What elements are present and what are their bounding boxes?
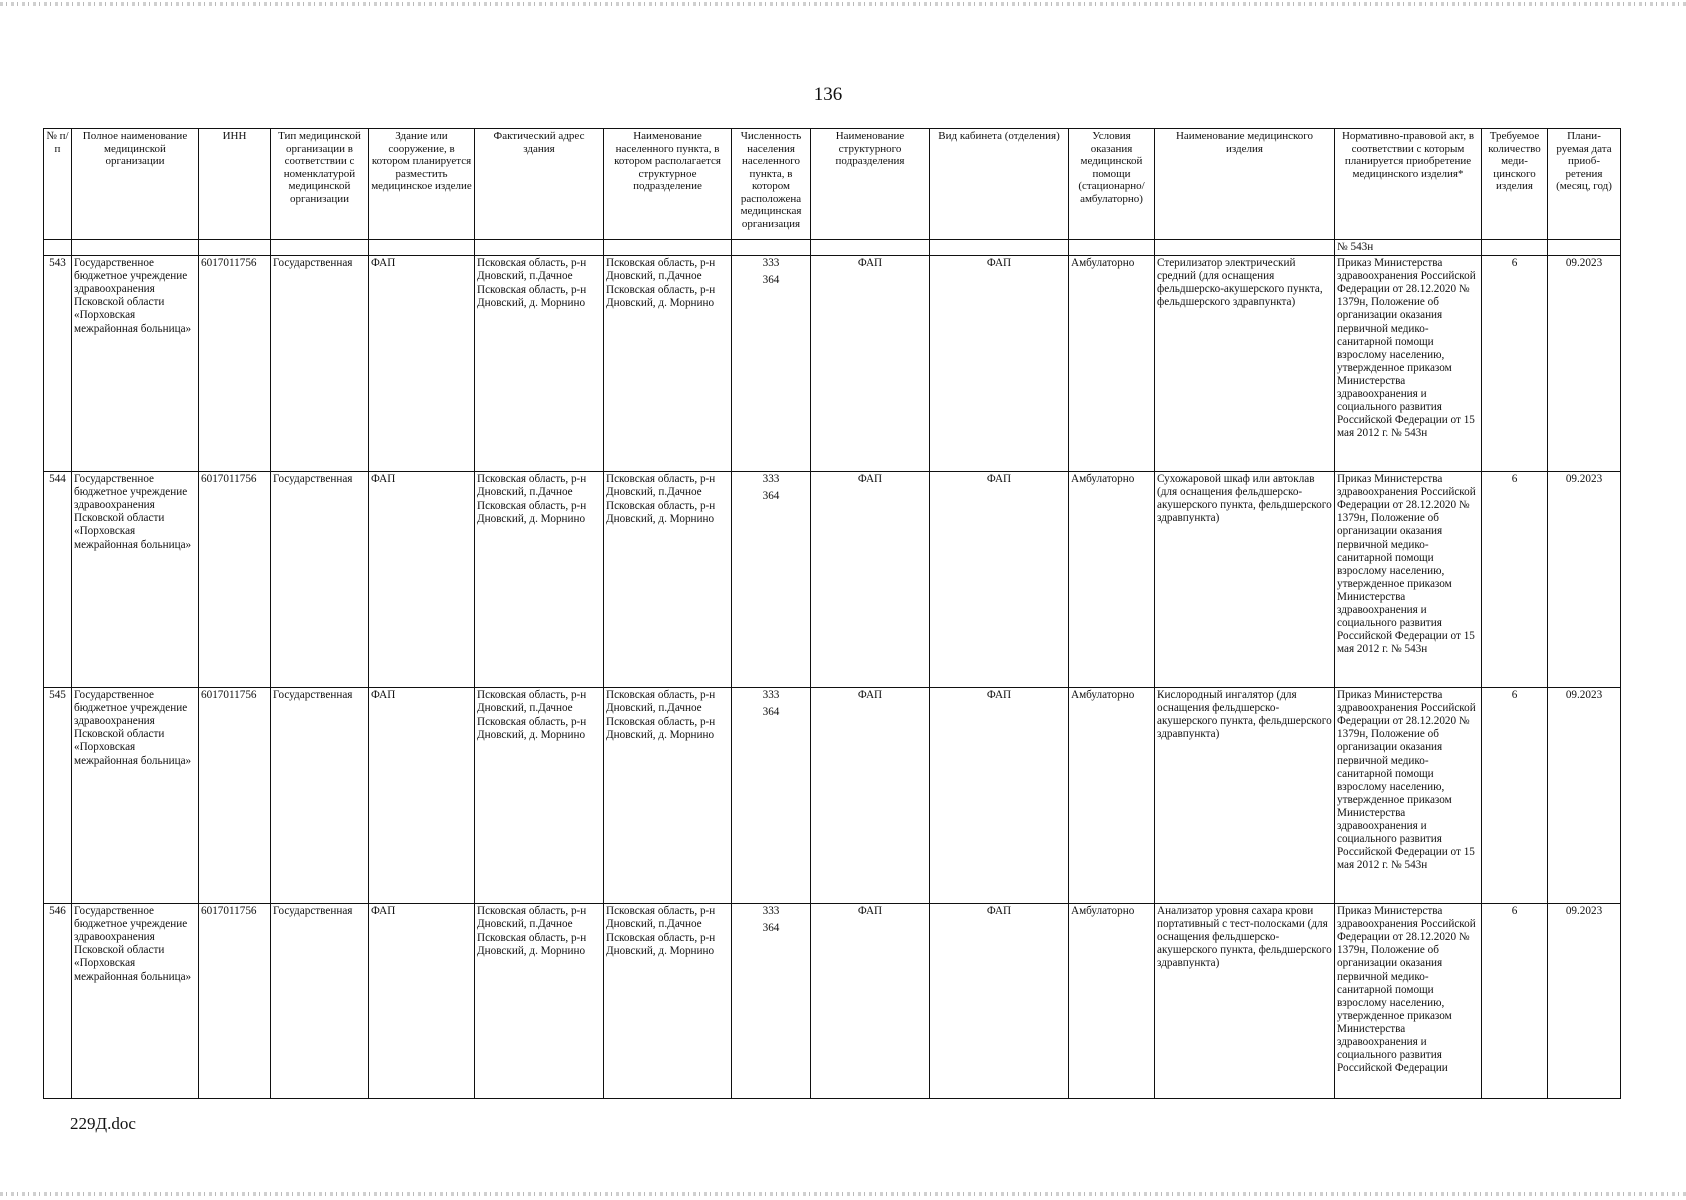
cell-locality [604, 904, 732, 1099]
cell-org: Государственное бюджетное учреждение здравоохранения Псковской области «Порховская межрайонная больница» [72, 688, 199, 904]
population-value: 364 [762, 922, 780, 935]
cell-device: Кислородный ингалятор (для оснащения фельдшерско-акушерского пункта, фельдшерского здравпункта) [1155, 688, 1335, 904]
cell-address [475, 688, 604, 904]
cell-qty: 6 [1482, 688, 1548, 904]
address-line: Псковская область, р-н Дновский, д. Морнино [477, 932, 587, 958]
address-line: Псковская область, р-н Дновский, д. Морнино [477, 716, 587, 742]
cell-locality [604, 472, 732, 688]
cell-num: 543 [44, 256, 72, 472]
header-device: Наименование медицинского изделия [1155, 129, 1335, 240]
header-date: Плани- руемая дата приоб- ретения (месяц, год) [1548, 129, 1621, 240]
population-value: 364 [762, 274, 780, 287]
table-row-continuation [44, 240, 1621, 256]
cell-conditions: Амбулаторно [1069, 904, 1155, 1099]
population-value: 333 [762, 473, 780, 486]
header-address: Фактический адрес здания [475, 129, 604, 240]
cell-cabinet: ФАП [930, 688, 1069, 904]
cell-type: Государственная [271, 472, 369, 688]
scan-edge-top [0, 2, 1686, 6]
cell-org: Государственное бюджетное учреждение здравоохранения Псковской области «Порховская межрайонная больница» [72, 472, 199, 688]
cell-cabinet: ФАП [930, 256, 1069, 472]
cell-unit: ФАП [811, 472, 930, 688]
cell-date: 09.2023 [1548, 904, 1621, 1099]
population-value: 364 [762, 490, 780, 503]
locality-line: Псковская область, р-н Дновский, д. Морнино [606, 716, 716, 742]
cell-locality [604, 256, 732, 472]
cell-address [475, 472, 604, 688]
header-building: Здание или сооружение, в котором планируется разместить медицинское изделие [369, 129, 475, 240]
cell-unit: ФАП [811, 256, 930, 472]
address-line: Псковская область, р-н Дновский, п.Дачное [477, 257, 587, 283]
cell-date: 09.2023 [1548, 472, 1621, 688]
cell-address [475, 256, 604, 472]
cell-device: Анализатор уровня сахара крови портативный с тест-полосками (для оснащения фельдшерско-акушерского пункта, фельдшерского здравпункта) [1155, 904, 1335, 1099]
cell-locality [604, 688, 732, 904]
cell-address [475, 904, 604, 1099]
table-row [44, 688, 1621, 904]
cell-device: Сухожаровой шкаф или автоклав (для оснащения фельдшерско-акушерского пункта, фельдшерского здравпункта) [1155, 472, 1335, 688]
cell-inn: 6017011756 [199, 688, 271, 904]
address-line: Псковская область, р-н Дновский, д. Морнино [477, 284, 587, 310]
locality-line: Псковская область, р-н Дновский, д. Морнино [606, 284, 716, 310]
locality-line: Псковская область, р-н Дновский, д. Морнино [606, 932, 716, 958]
cell-building: ФАП [369, 904, 475, 1099]
address-line: Псковская область, р-н Дновский, п.Дачное [477, 905, 587, 931]
population-value: 333 [762, 257, 780, 270]
header-inn: ИНН [199, 129, 271, 240]
header-conditions: Условия оказания медицинской помощи (стационарно/ амбулаторно) [1069, 129, 1155, 240]
cell-inn: 6017011756 [199, 904, 271, 1099]
continuation-act: № 543н [1335, 240, 1482, 256]
cell-act: Приказ Министерства здравоохранения Российской Федерации от 28.12.2020 № 1379н, Положение об организации оказания первичной медико-санитарной помощи взрослому населению, утвержденное приказом Министерства здравоохранения и социального развития Российской Федерации от 15 мая 2012 г. № 543н [1335, 472, 1482, 688]
cell-act: Приказ Министерства здравоохранения Российской Федерации от 28.12.2020 № 1379н, Положение об организации оказания первичной медико-санитарной помощи взрослому населению, утвержденное приказом Министерства здравоохранения и социального развития Российской Федерации от 15 мая 2012 г. № 543н [1335, 256, 1482, 472]
cell-act: Приказ Министерства здравоохранения Российской Федерации от 28.12.2020 № 1379н, Положение об организации оказания первичной медико-санитарной помощи взрослому населению, утвержденное приказом Министерства здравоохранения и социального развития Российской Федерации от 15 мая 2012 г. № 543н [1335, 688, 1482, 904]
scan-edge-bottom [0, 1192, 1686, 1196]
cell-inn: 6017011756 [199, 256, 271, 472]
cell-conditions: Амбулаторно [1069, 256, 1155, 472]
population-value: 333 [762, 689, 780, 702]
cell-num: 544 [44, 472, 72, 688]
cell-qty: 6 [1482, 256, 1548, 472]
header-act: Нормативно-правовой акт, в соответствии с которым планируется приобретение медицинского изделия* [1335, 129, 1482, 240]
cell-org: Государственное бюджетное учреждение здравоохранения Псковской области «Порховская межрайонная больница» [72, 256, 199, 472]
locality-line: Псковская область, р-н Дновский, п.Дачное [606, 905, 716, 931]
document-filename: 229Д.doc [70, 1114, 136, 1133]
cell-conditions: Амбулаторно [1069, 688, 1155, 904]
header-cabinet: Вид кабинета (отделения) [930, 129, 1069, 240]
cell-conditions: Амбулаторно [1069, 472, 1155, 688]
table-row [44, 904, 1621, 1099]
header-org: Полное наименование медицинской организации [72, 129, 199, 240]
header-unit: Наименование структурного подразделения [811, 129, 930, 240]
cell-type: Государственная [271, 904, 369, 1099]
population-value: 333 [762, 905, 780, 918]
cell-population [732, 472, 811, 688]
cell-unit: ФАП [811, 688, 930, 904]
table-row [44, 256, 1621, 472]
page-number: 136 [813, 84, 843, 105]
cell-inn: 6017011756 [199, 472, 271, 688]
locality-line: Псковская область, р-н Дновский, п.Дачное [606, 257, 716, 283]
cell-building: ФАП [369, 688, 475, 904]
cell-qty: 6 [1482, 472, 1548, 688]
header-locality: Наименование населенного пункта, в котором располагается структурное подразделение [604, 129, 732, 240]
cell-population [732, 688, 811, 904]
header-num: № п/п [44, 129, 72, 240]
cell-building: ФАП [369, 472, 475, 688]
cell-date: 09.2023 [1548, 256, 1621, 472]
cell-qty: 6 [1482, 904, 1548, 1099]
table-header-row [44, 129, 1621, 240]
cell-type: Государственная [271, 688, 369, 904]
cell-act: Приказ Министерства здравоохранения Российской Федерации от 28.12.2020 № 1379н, Положение об организации оказания первичной медико-санитарной помощи взрослому населению, утвержденное приказом Министерства здравоохранения и социального развития Российской Федерации [1335, 904, 1482, 1099]
cell-org: Государственное бюджетное учреждение здравоохранения Псковской области «Порховская межрайонная больница» [72, 904, 199, 1099]
table-row [44, 472, 1621, 688]
cell-population [732, 904, 811, 1099]
locality-line: Псковская область, р-н Дновский, д. Морнино [606, 500, 716, 526]
cell-num: 546 [44, 904, 72, 1099]
locality-line: Псковская область, р-н Дновский, п.Дачное [606, 473, 716, 499]
cell-unit: ФАП [811, 904, 930, 1099]
header-population: Численность населения населенного пункта, в котором расположена медицинская организация [732, 129, 811, 240]
cell-num: 545 [44, 688, 72, 904]
address-line: Псковская область, р-н Дновский, п.Дачное [477, 473, 587, 499]
population-value: 364 [762, 706, 780, 719]
header-qty: Требуемое количество меди- цинского изделия [1482, 129, 1548, 240]
cell-cabinet: ФАП [930, 472, 1069, 688]
cell-population [732, 256, 811, 472]
header-type: Тип медицинской организации в соответствии с номенклатурой медицинской организации [271, 129, 369, 240]
cell-building: ФАП [369, 256, 475, 472]
cell-device: Стерилизатор электрический средний (для оснащения фельдшерско-акушерского пункта, фельдшерского здравпункта) [1155, 256, 1335, 472]
locality-line: Псковская область, р-н Дновский, п.Дачное [606, 689, 716, 715]
equipment-table [43, 128, 1621, 1099]
address-line: Псковская область, р-н Дновский, д. Морнино [477, 500, 587, 526]
cell-cabinet: ФАП [930, 904, 1069, 1099]
cell-type: Государственная [271, 256, 369, 472]
cell-date: 09.2023 [1548, 688, 1621, 904]
address-line: Псковская область, р-н Дновский, п.Дачное [477, 689, 587, 715]
